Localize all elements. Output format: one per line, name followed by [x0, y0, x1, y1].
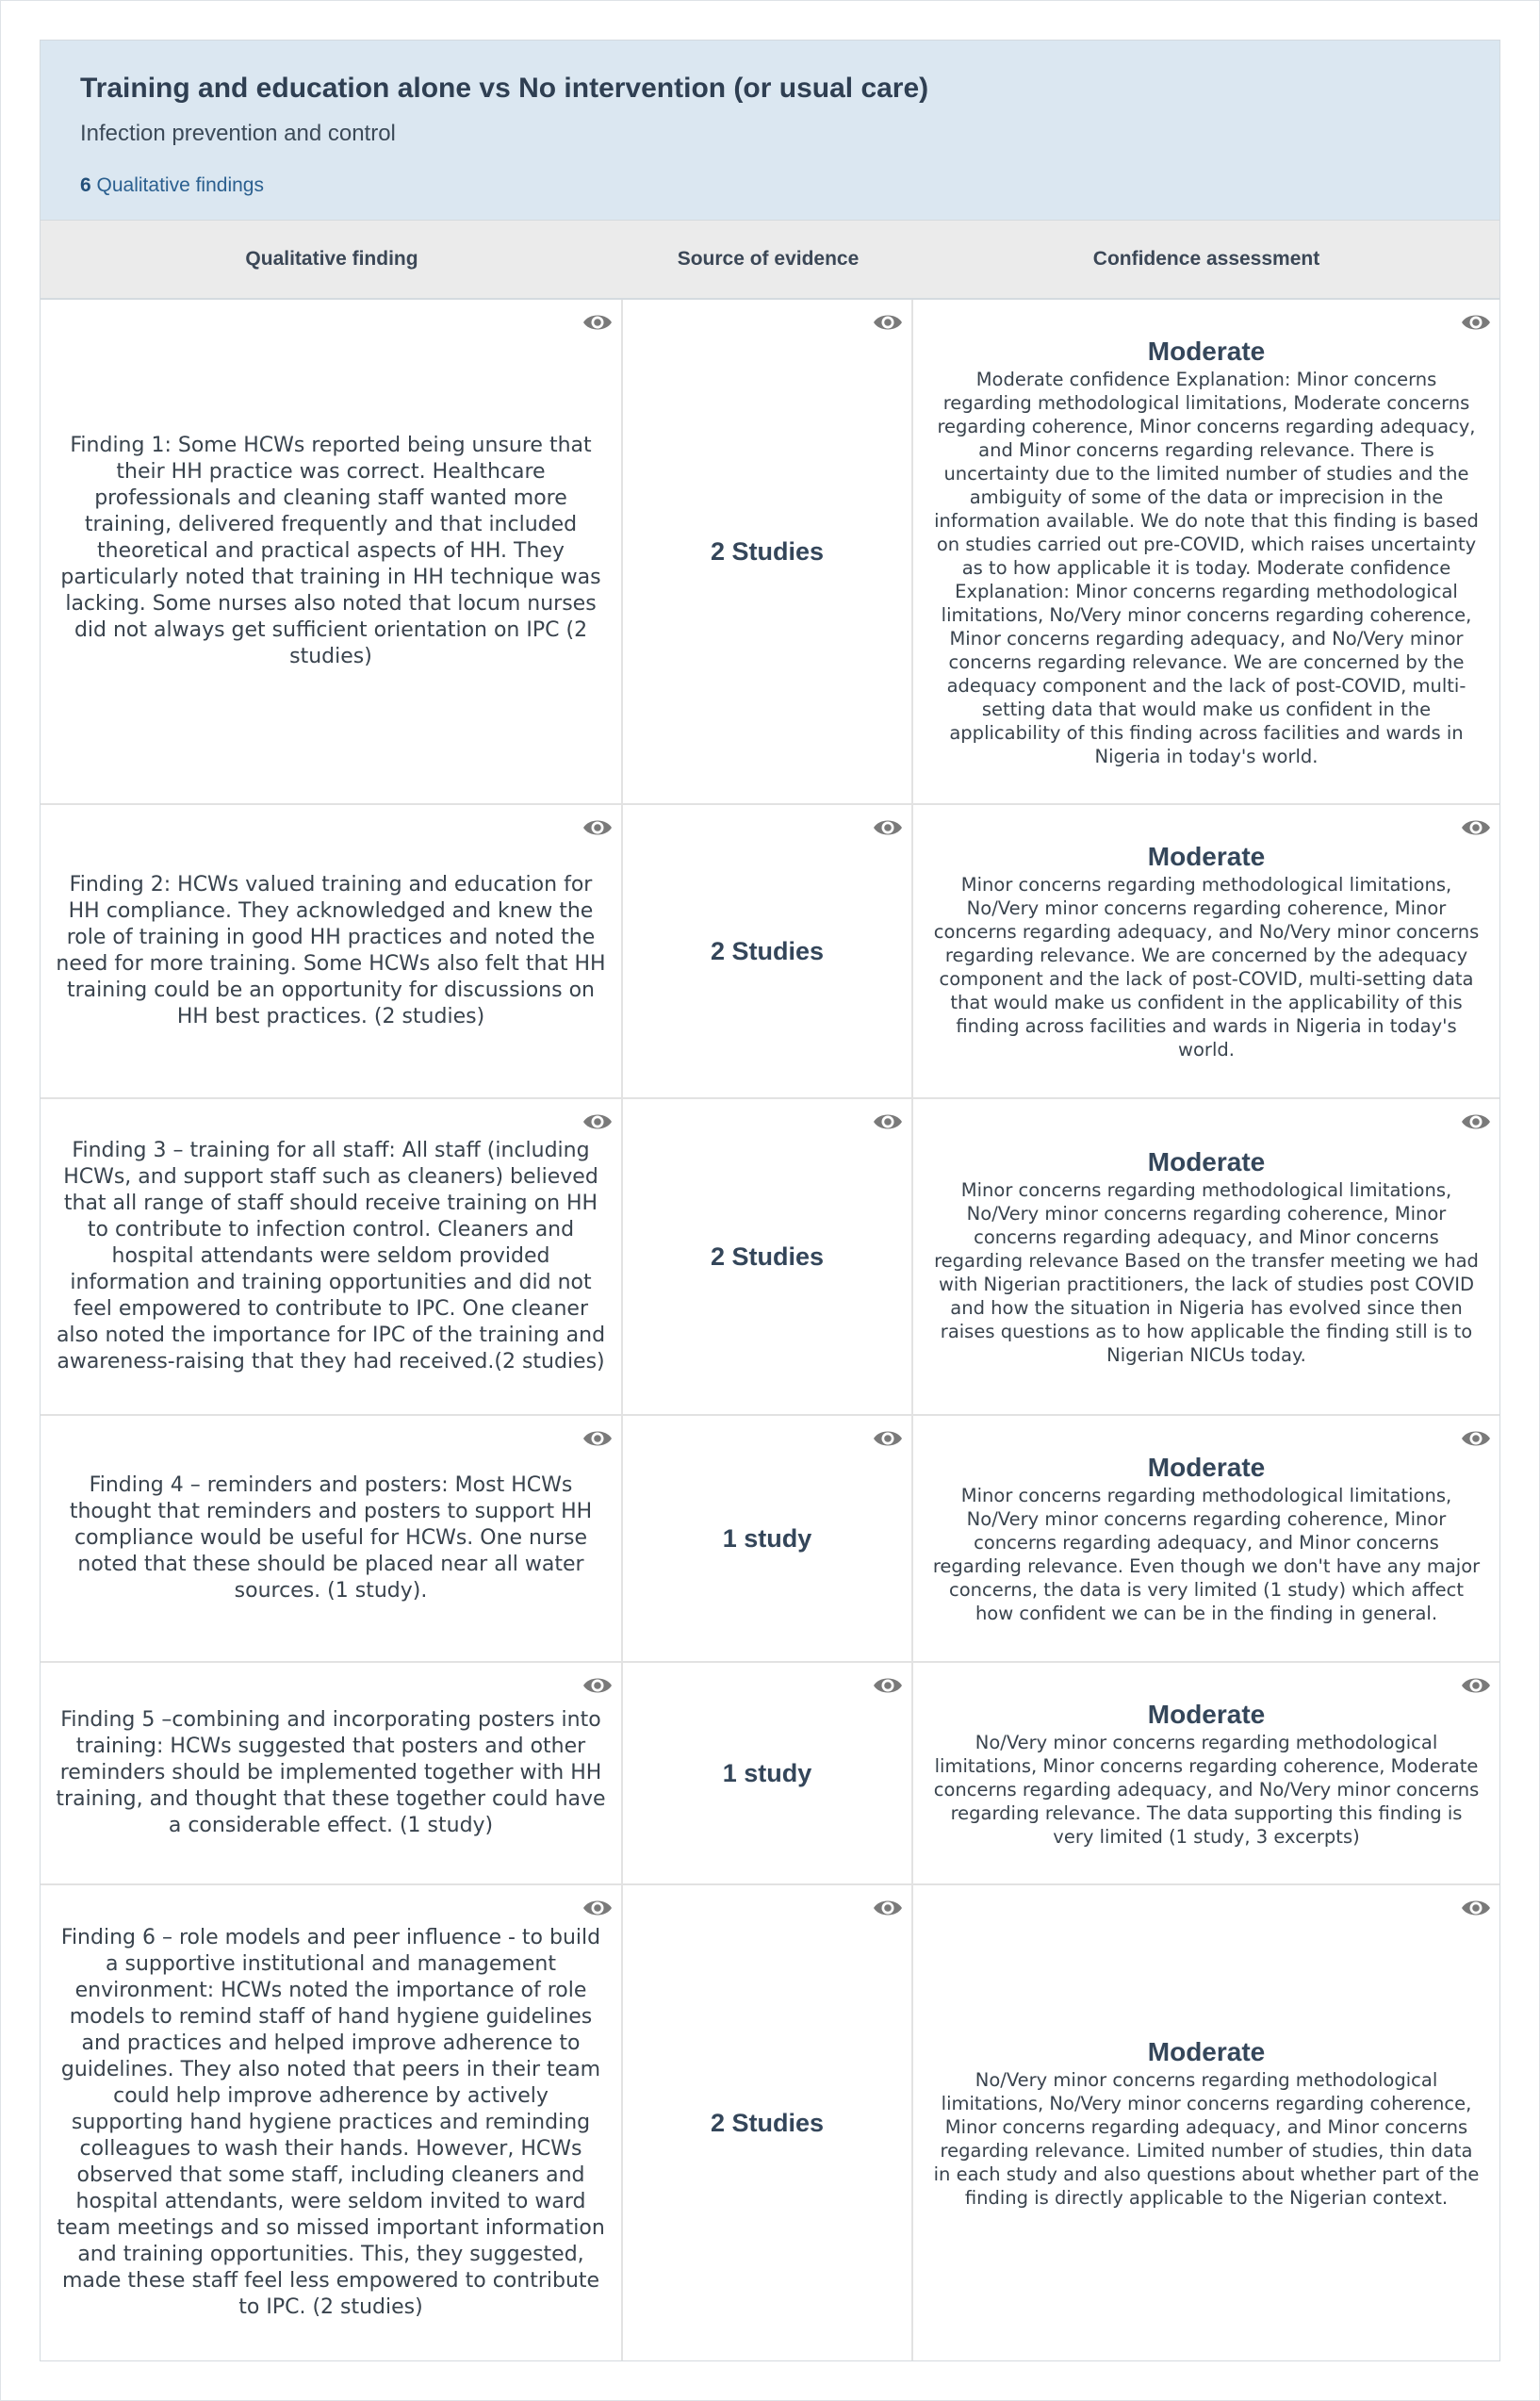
- table-header: [41, 220, 1499, 300]
- source-cell: [623, 1099, 913, 1414]
- table-row: [41, 1099, 1499, 1416]
- eye-icon[interactable]: [872, 1674, 904, 1697]
- table-row: [41, 300, 1499, 805]
- confidence-explanation: Minor concerns regarding methodological limitations, No/Very minor concerns regarding coherence, Minor concerns regarding adequacy, and Minor concerns regarding relevance Based on the transfer meeting we had with Nigerian practitioners, the lack of studies post COVID and how the situation in Nigeria has evolved since then raises questions as to how applicable the finding still is to Nigerian NICUs today.: [934, 1179, 1479, 1366]
- table-row: [41, 1416, 1499, 1663]
- source-cell: [623, 805, 913, 1097]
- source-of-evidence: 1 study: [722, 1758, 812, 1787]
- comparison-title: Training and education alone vs No intervention (or usual care): [80, 73, 929, 104]
- eye-icon[interactable]: [582, 1427, 614, 1450]
- column-header-source: Source of evidence: [677, 248, 860, 270]
- eye-icon[interactable]: [1460, 816, 1492, 839]
- source-of-evidence: 2 Studies: [710, 1242, 825, 1271]
- findings-count-label: Qualitative findings: [96, 174, 264, 196]
- confidence-cell: [913, 1663, 1499, 1883]
- finding-text: Finding 3 – training for all staff: All staff (including HCWs, and support staff such as cleaners) believed that all range of staff should receive training on HH to contribute to infection control. Cleaners and hospital attendants were seldom provided information and training opportunities and did not feel empowered to contribute to IPC. One cleaner also noted the importance for IPC of the training and awareness-raising that they had received.(2 studies): [56, 1139, 606, 1373]
- eye-icon[interactable]: [1460, 1897, 1492, 1919]
- finding-cell: [41, 1099, 623, 1414]
- eye-icon[interactable]: [872, 1110, 904, 1133]
- comparison-subtitle: Infection prevention and control: [80, 121, 396, 146]
- eye-icon[interactable]: [1460, 1427, 1492, 1450]
- findings-count-number: 6: [80, 174, 91, 196]
- finding-cell: [41, 1416, 623, 1661]
- confidence-cell: [913, 1416, 1499, 1661]
- eye-icon[interactable]: [872, 1897, 904, 1919]
- confidence-cell: [913, 1885, 1499, 2360]
- eye-icon[interactable]: [872, 816, 904, 839]
- eye-icon[interactable]: [872, 1427, 904, 1450]
- table-row: [41, 1663, 1499, 1885]
- findings-count: [80, 173, 1460, 199]
- evidence-profile-card: [40, 40, 1500, 2361]
- confidence-level: Moderate: [1147, 1699, 1266, 1729]
- confidence-explanation: Minor concerns regarding methodological limitations, No/Very minor concerns regarding coherence, Minor concerns regarding adequacy, and No/Very minor concerns regarding relevance. We are concerned by the adequacy component and the lack of post-COVID, multi-setting data that would make us confident in the applicability of this finding across facilities and wards in Nigeria in today's world.: [933, 874, 1480, 1061]
- table-row: [41, 1885, 1499, 2360]
- confidence-explanation: No/Very minor concerns regarding methodological limitations, Minor concerns regarding coherence, Moderate concerns regarding adequacy, and No/Very minor concerns regarding relevance. The data supporting this finding is very limited (1 study, 3 excerpts): [933, 1731, 1480, 1848]
- confidence-cell: [913, 805, 1499, 1097]
- confidence-cell: [913, 1099, 1499, 1414]
- source-cell: [623, 1663, 913, 1883]
- confidence-level: Moderate: [1147, 842, 1266, 871]
- confidence-level: Moderate: [1147, 1453, 1266, 1482]
- confidence-explanation: Minor concerns regarding methodological limitations, No/Very minor concerns regarding coherence, Minor concerns regarding adequacy, and Minor concerns regarding relevance. Even though we don't have any major concerns, the data is very limited (1 study) which affect how confident we can be in the finding in general.: [932, 1485, 1481, 1624]
- confidence-explanation: Moderate confidence Explanation: Minor concerns regarding methodological limitations, Moderate concerns regarding coherence, Minor concerns regarding adequacy, and Minor concerns regarding relevance. There is uncertainty due to the limited number of studies and the ambiguity of some of the data or imprecision in the information available. We do note that this finding is based on studies carried out pre-COVID, which raises uncertainty as to how applicable it is today. Moderate confidence Explanation: Minor concerns regarding methodological limitations, No/Very minor concerns regarding coherence, Minor concerns regarding adequacy, and No/Very minor concerns regarding relevance. We are concerned by the adequacy component and the lack of post-COVID, multi-setting data that would make us confident in the applicability of this finding across facilities and wards in Nigeria in today's world.: [934, 368, 1479, 767]
- eye-icon[interactable]: [582, 1897, 614, 1919]
- eye-icon[interactable]: [582, 1674, 614, 1697]
- finding-text: Finding 4 – reminders and posters: Most HCWs thought that reminders and posters to support HH compliance would be useful for HCWs. One nurse noted that these should be placed near all water sources. (1 study).: [69, 1473, 593, 1603]
- finding-cell: [41, 1885, 623, 2360]
- eye-icon[interactable]: [582, 311, 614, 334]
- finding-cell: [41, 1663, 623, 1883]
- finding-text: Finding 1: Some HCWs reported being unsure that their HH practice was correct. Healthcare professionals and cleaning staff wanted more training, delivered frequently and that included theoretical and practical aspects of HH. They particularly noted that training in HH technique was lacking. Some nurses also noted that locum nurses did not always get sufficient orientation on IPC (2 studies): [60, 434, 601, 668]
- source-of-evidence: 1 study: [722, 1523, 812, 1553]
- column-header-finding: Qualitative finding: [245, 248, 418, 270]
- source-of-evidence: 2 Studies: [710, 536, 825, 566]
- eye-icon[interactable]: [582, 1110, 614, 1133]
- finding-text: Finding 5 –combining and incorporating posters into training: HCWs suggested that posters and other reminders should be implemented together with HH training, and thought that these together could have a considerable effect. (1 study): [56, 1708, 606, 1837]
- source-cell: [623, 300, 913, 803]
- finding-text: Finding 6 – role models and peer influence - to build a supportive institutional and management environment: HCWs noted the importance of role models to remind staff of hand hygiene guidelines and practices and helped improve adherence to guidelines. They also noted that peers in their team could help improve adherence by actively supporting hand hygiene practices and reminding colleagues to wash their hands. However, HCWs observed that some staff, including cleaners and hospital attendants, were seldom invited to ward team meetings and so missed important information and training opportunities. This, they suggested, made these staff feel less empowered to contribute to IPC. (2 studies): [57, 1926, 605, 2319]
- source-of-evidence: 2 Studies: [710, 936, 825, 965]
- table-row: [41, 805, 1499, 1099]
- comparison-header: [41, 41, 1499, 220]
- eye-icon[interactable]: [582, 816, 614, 839]
- eye-icon[interactable]: [1460, 311, 1492, 334]
- source-cell: [623, 1885, 913, 2360]
- finding-cell: [41, 805, 623, 1097]
- column-header-confidence: Confidence assessment: [1092, 248, 1320, 270]
- confidence-level: Moderate: [1147, 336, 1266, 366]
- source-of-evidence: 2 Studies: [710, 2108, 825, 2137]
- finding-text: Finding 2: HCWs valued training and education for HH compliance. They acknowledged and knew the role of training in good HH practices and noted the need for more training. Some HCWs also felt that HH training could be an opportunity for discussions on HH best practices. (2 studies): [56, 873, 606, 1028]
- confidence-cell: [913, 300, 1499, 803]
- findings-table-body: [41, 300, 1499, 2360]
- eye-icon[interactable]: [1460, 1110, 1492, 1133]
- eye-icon[interactable]: [1460, 1674, 1492, 1697]
- source-cell: [623, 1416, 913, 1661]
- confidence-level: Moderate: [1147, 1147, 1266, 1176]
- confidence-level: Moderate: [1147, 2037, 1266, 2066]
- confidence-explanation: No/Very minor concerns regarding methodological limitations, No/Very minor concerns regarding coherence, Minor concerns regarding adequacy, and Minor concerns regarding relevance. Limited number of studies, thin data in each study and also questions about whether part of the finding is directly applicable to the Nigerian context.: [933, 2069, 1480, 2209]
- finding-cell: [41, 300, 623, 803]
- eye-icon[interactable]: [872, 311, 904, 334]
